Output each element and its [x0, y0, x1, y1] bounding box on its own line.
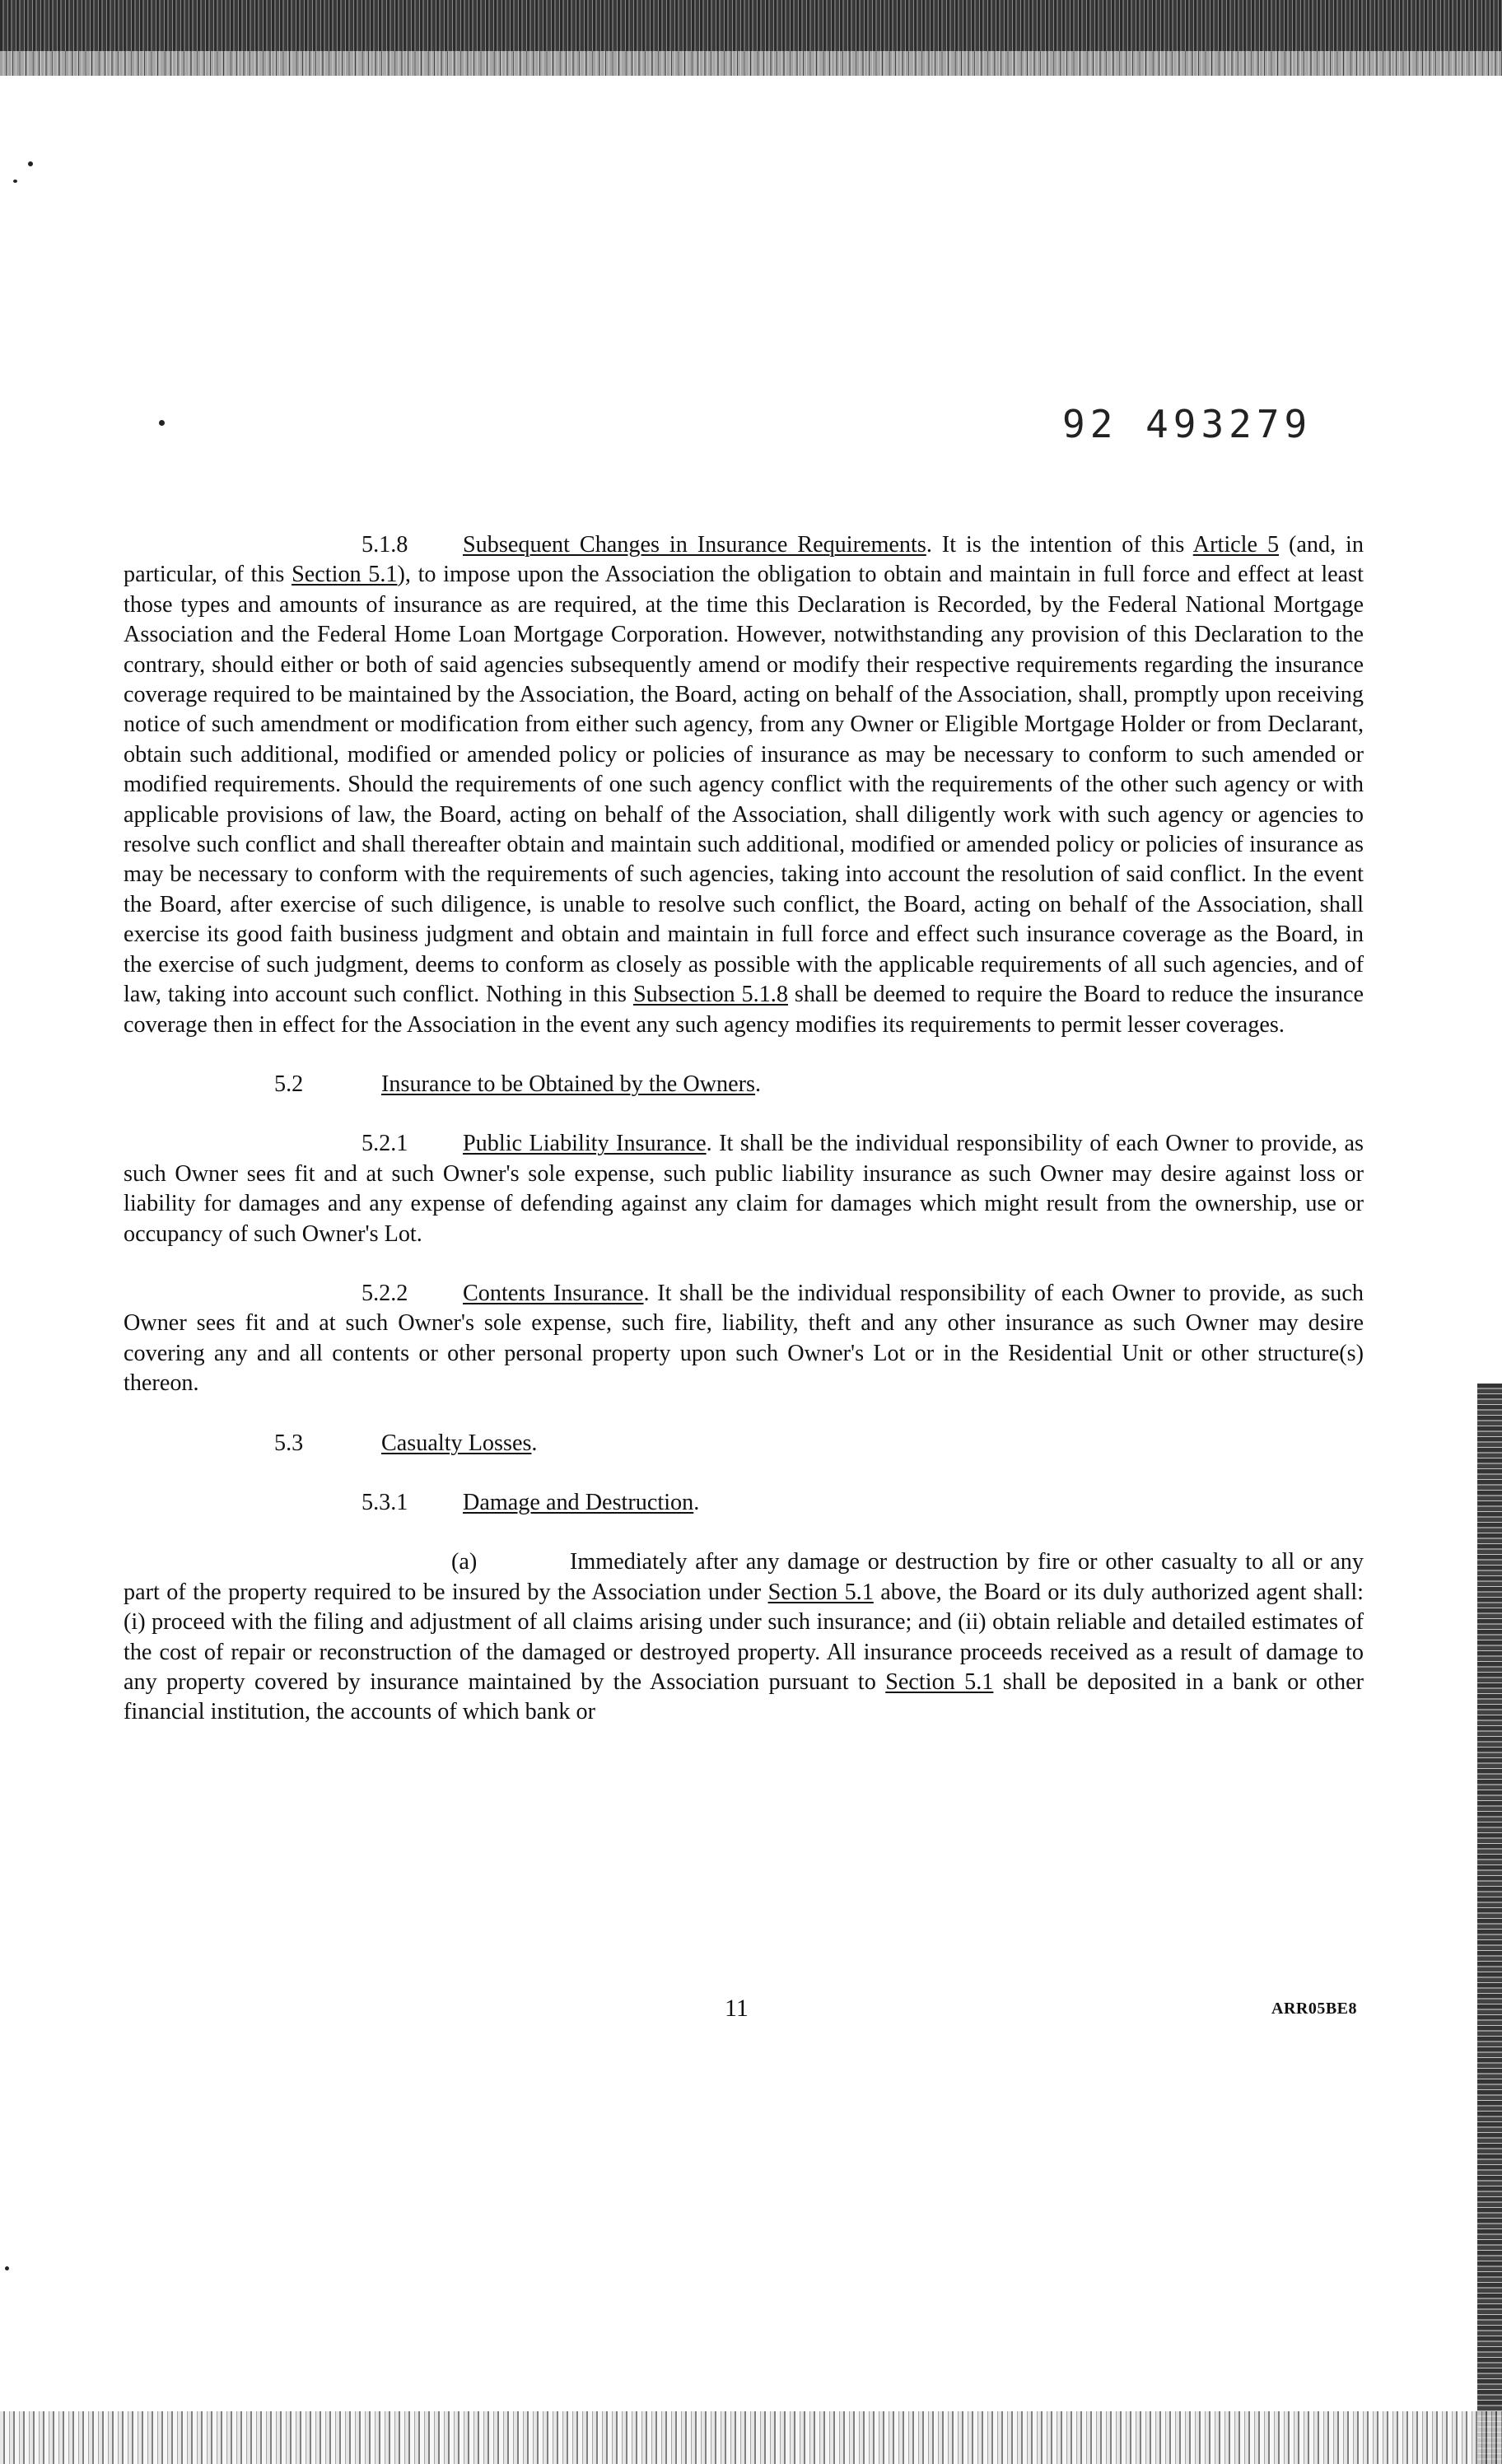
section-text: shall be deposited in a bank or other financial institution, the accounts of which bank or [124, 1669, 1364, 1725]
section-number: 5.3.1 [362, 1489, 408, 1515]
section-5-3-1-a [124, 1547, 1364, 1727]
section-number: 5.2.1 [362, 1131, 408, 1157]
cross-reference: Article 5 [1192, 532, 1280, 558]
scan-noise-bottom [0, 2411, 1502, 2464]
section-5-2-1 [124, 1129, 1364, 1249]
document-body [124, 530, 1364, 1728]
section-5-3-1 [124, 1488, 1364, 1518]
scan-noise-right [1477, 1384, 1502, 2464]
section-text: Immediately after any damage or destruction by fire or other casualty to all or any part of the property required to be insured by the Association under [124, 1549, 1364, 1605]
section-heading: Damage and Destruction [463, 1489, 694, 1515]
section-text: (and, in particular, of this [124, 532, 1364, 588]
section-text: . It is the intention of this [926, 532, 1193, 558]
section-text: . It shall be the individual responsibility of each Owner to provide, as such Owner sees fit and at such Owner's sole expense, such fire, liability, theft and any other insurance as such Owner may desire covering any and all contents or other personal property upon such Owner's Lot or in the Residential Unit or other structure(s) thereon. [124, 1280, 1364, 1397]
document-number: 92 493279 [1062, 402, 1313, 446]
scan-speck [5, 2266, 9, 2270]
section-number: 5.2 [274, 1071, 304, 1097]
section-text: . [531, 1430, 538, 1456]
page-number: 11 [725, 1995, 749, 2022]
cross-reference: Subsection 5.1.8 [632, 982, 788, 1008]
section-number: 5.3 [274, 1430, 304, 1456]
scan-speck [13, 180, 17, 183]
cross-reference: Section 5.1 [885, 1669, 994, 1695]
scan-noise-top [0, 0, 1502, 76]
cross-reference: Section 5.1 [767, 1579, 874, 1605]
scan-speck [28, 161, 33, 166]
document-code: ARR05BE8 [1271, 2000, 1358, 2018]
section-text: ), to impose upon the Association the obligation to obtain and maintain in full force and effect at least those types and amounts of insurance as are required, at the time this Declaration is Recorded, by the Federal National Mortgage Association and the Federal Home Loan Mortgage Corporation. However, notwithstanding any provision of this Declaration to the contrary, should either or both of said agencies subsequently amend or modify their respective requirements regarding the insurance coverage required to be maintained by the Association, the Board, acting on behalf of the Association, shall, promptly upon receiving notice of such amendment or modification from either such agency, from any Owner or Eligible Mortgage Holder or from Declarant, obtain such additional, modified or amended policy or policies of insurance as may be necessary to conform to such amended or modified requirements. Should the requirements of one such agency conflict with the requirements of the other such agency or with applicable provisions of law, the Board, acting on behalf of the Association, shall diligently work with such agency or agencies to resolve such conflict and shall thereafter obtain and maintain such additional, modified or amended policy or policies of insurance as may be necessary to conform with the requirements of such agencies, taking into account the resolution of said conflict. In the event the Board, after exercise of such diligence, is unable to resolve such conflict, the Board, acting on behalf of the Association, shall exercise its good faith business judgment and obtain and maintain in full force and effect such insurance coverage as the Board, in the exercise of such judgment, deems to conform as closely as possible with the applicable requirements of all such agencies, and of law, taking into account such conflict. Nothing in this [124, 562, 1364, 1008]
section-5-3 [124, 1429, 1364, 1458]
section-text: . [693, 1489, 700, 1515]
subsection-label: (a) [451, 1549, 478, 1575]
section-heading: Public Liability Insurance [463, 1131, 707, 1157]
section-heading: Contents Insurance [463, 1280, 644, 1306]
section-5-1-8 [124, 530, 1364, 1040]
section-text: above, the Board or its duly authorized agent shall: (i) proceed with the filing and adjustment of all claims arising under such insurance; and (ii) obtain reliable and detailed estimates of the cost of repair or reconstruction of the damaged or destroyed property. All insurance proceeds received as a result of damage to any property covered by insurance maintained by the Association pursuant to [124, 1579, 1364, 1695]
section-heading: Casualty Losses [381, 1430, 532, 1456]
cross-reference: Section 5.1 [292, 562, 398, 588]
section-heading: Insurance to be Obtained by the Owners [381, 1071, 755, 1097]
section-number: 5.1.8 [362, 532, 408, 558]
section-text: . It shall be the individual responsibility of each Owner to provide, as such Owner sees fit and at such Owner's sole expense, such public liability insurance as such Owner may desire against loss or liability for damages and any expense of defending against any claim for damages which might result from the ownership, use or occupancy of such Owner's Lot. [124, 1131, 1364, 1247]
section-5-2 [124, 1070, 1364, 1099]
stray-mark [159, 420, 165, 426]
section-heading: Subsequent Changes in Insurance Requirements [463, 532, 926, 558]
section-number: 5.2.2 [362, 1280, 408, 1306]
section-text: shall be deemed to require the Board to reduce the insurance coverage then in effect for the Association in the event any such agency modifies its requirements to permit lesser coverages. [124, 982, 1364, 1038]
section-5-2-2 [124, 1279, 1364, 1399]
section-text: . [755, 1071, 762, 1097]
